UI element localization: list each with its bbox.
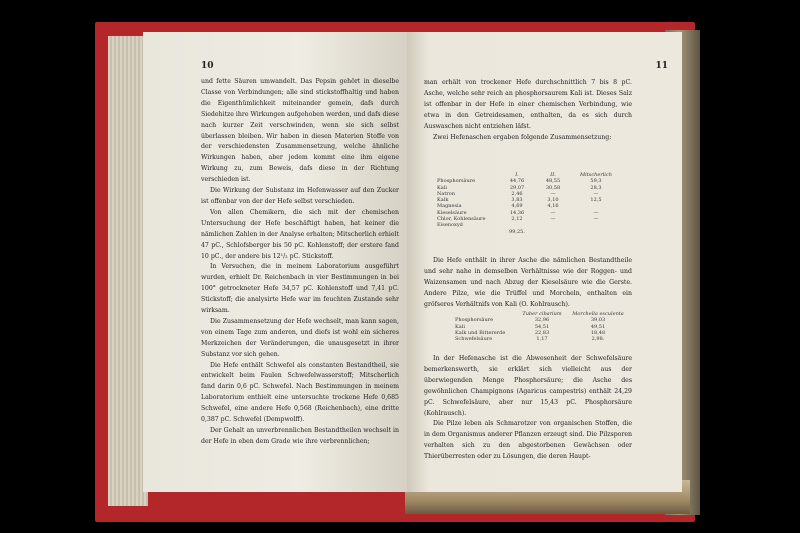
paragraph: man erhält von trockener Hefe durchschnittlich 7 bis 8 pC. Asche, welche sehr reich an phosphorsaurem Kali ist. Dieses Salz ist offenbar in der Hefe in einer chemischen Verbindung, wie etwa in den Getreidesamen, enthalten, da es sich durch Auswaschen nicht entziehen läfst. [424, 79, 632, 130]
page-number-right: 11 [655, 61, 668, 71]
table-cell: Kali [455, 323, 465, 330]
table-cell: Eisenoxyd [437, 222, 463, 229]
page-number-left: 10 [201, 61, 214, 71]
table-cell: 28,3 [590, 184, 602, 191]
left-page-text [201, 77, 399, 448]
table-cell: 4,16 [547, 203, 559, 210]
table-row [437, 229, 637, 235]
table-cell: 39,03 [590, 317, 606, 324]
table-cell: 59,3 [590, 178, 602, 185]
table-cell: Kali [437, 184, 447, 191]
table-cell: Kalk und Bittererde [455, 329, 506, 336]
table-cell: Chlor, Kohlensäure [437, 216, 486, 223]
table-cell: 12,5 [590, 197, 602, 204]
left-page [143, 32, 407, 492]
table-cell: 30,58 [545, 184, 561, 191]
table-cell: 4,69 [511, 203, 523, 210]
table-cell [571, 229, 621, 235]
table-cell: 32,96 [534, 317, 550, 324]
table-cell: 99,25. [509, 228, 525, 235]
table-row [455, 336, 635, 342]
paragraph: Der Gehalt an unverbrennlichen Bestandtheilen wechselt in der Hefe in eben dem Grade wie ihre verbrennlichen; [201, 427, 399, 445]
table-cell: — [550, 190, 556, 197]
paragraph: Zwei Hefenaschen ergaben folgende Zusammensetzung: [433, 133, 612, 141]
paragraph: Die Zusammensetzung der Hefe wechselt, man kann sagen, von einem Tage zum anderen, und diefs ist wohl ein sicheres Merkzeichen der Veränderungen, die unausgesetzt in ihrer Substanz vor sich gehen. [201, 317, 399, 358]
table-cell: Phosphorsäure [437, 178, 476, 185]
right-page [407, 32, 682, 492]
table-cell: 3,83 [511, 197, 523, 204]
paragraph: Die Hefe enthält Schwefel als constanten Bestandtheil, sie entwickelt beim Faulen Schwefelwasserstoff; Mitscherlich fand darin 0,6 pC. Schwefel. Nach Bestimmungen in meinem Laboratorium enthielt eine untersuchte trockene Hefe 0,685 Schwefel, eine andere Hefe 0,568 (Reichenbach), eine dritte 0,387 pC. Schwefel (Dempwolff). [201, 361, 399, 424]
table-cell: — [593, 216, 599, 223]
table-cell: Natron [437, 190, 455, 197]
table-cell: 49,51 [590, 323, 606, 330]
table-cell: 2,98. [591, 336, 605, 343]
table-cell [535, 229, 571, 235]
table-cell: 1,17 [536, 336, 548, 343]
page-stack-left [108, 36, 148, 506]
table-cell: 18,48 [590, 329, 606, 336]
table-cell: Kieselsäure [437, 209, 467, 216]
table-cell: 2,12 [511, 216, 523, 223]
table-cell: Morchella esculenta [572, 311, 624, 317]
table-cell: — [593, 209, 599, 216]
table-cell: II. [550, 172, 556, 178]
paragraph: Die Hefe enthält in ihrer Asche die nämlichen Bestandtheile und sehr nahe in demselben Verhältnisse wie der Roggen- und Waizensamen und nach Abzug der Kieselsäure wie die Gerste. Andere Pilze, wie die Trüffel und Morcheln, enthalten ein gröfseres Verhältnifs von Kali (O. Kohlrausch). [424, 257, 632, 308]
ash-composition-table [437, 172, 637, 235]
right-page-text-bottom [424, 354, 632, 463]
table-cell: 14,36 [509, 209, 525, 216]
table-cell: Kalk [437, 197, 449, 204]
paragraph: Die Wirkung der Substanz im Hefenwasser auf den Zucker ist offenbar von der der Hefe selbst verschieden. [201, 187, 399, 205]
table-cell: Schwefelsäure [455, 336, 493, 343]
table-cell: 22,83 [534, 329, 550, 336]
table-cell: 44,76 [509, 178, 525, 185]
paragraph: In der Hefenasche ist die Abwesenheit der Schwefelsäure bemerkenswerth, sie erklärt sich vielleicht aus der überwiegenden Menge Phosphorsäure; die Asche des gewöhnlichen Champignons (Agaricus campestris) enthält 24,29 pC. Schwefelsäure, aber nur 15,43 pC. Phosphorsäure (Kohlrausch). [424, 355, 632, 417]
right-page-text-top [424, 78, 632, 143]
table-cell: I. [515, 172, 519, 178]
table-cell: 29,07 [509, 184, 525, 191]
table-cell: — [550, 216, 556, 223]
table-cell: Phosphorsäure [455, 317, 494, 324]
table-cell: Magnesia [437, 203, 462, 210]
paragraph: In Versuchen, die in meinem Laboratorium ausgeführt wurden, erhielt Dr. Reichenbach in vier Bestimmungen in bei 100° getrockneter Hefe 34,57 pC. Kohlenstoff und 7,41 pC. Stickstoff; die analysirte Hefe war im feuchten Zustande sehr wirksam. [201, 263, 399, 315]
table-cell: — [550, 209, 556, 216]
table-cell [437, 229, 499, 235]
table-cell: Tuber cibarium [522, 311, 562, 317]
table-cell: 2,46 [511, 190, 523, 197]
table-cell: 54,51 [534, 323, 550, 330]
table-cell: Mitscherlich [580, 172, 612, 178]
table-cell: 48,55 [545, 178, 561, 185]
paragraph: Von allen Chemikern, die sich mit der chemischen Untersuchung der Hefe beschäftigt haben, hat keiner die nämlichen Zahlen in der Analyse erhalten; Mitscherlich erhielt 47 pC., Schlofsberger bis 50 pC. Kohlenstoff; der erstere fand 10 pC., der andere bis 12¹/₂ pC. Stickstoff. [201, 208, 399, 260]
table-cell: 3,10 [547, 197, 559, 204]
right-page-text-middle [424, 256, 632, 311]
fungi-ash-table [455, 311, 635, 342]
paragraph: und fette Säuren umwandelt. Das Pepsin gehört in dieselbe Classe von Verbindungen; alle sind stickstoffhaltig und haben die Eigenthümlichkeit miteinander gemein, dafs durch Siedehitze ihre Wirkungen aufgehoben werden, und dafs diese nach kurzer Zeit verschwinden, wenn sie sich selbst überlassen bleiben. Wir haben in diesen Materien Stoffe von der verschiedensten Zusammensetzung, welche ähnliche Wirkungen haben, aber jedem kommt eine ihm eigene Wirkung zu, zum Beweis, dafs diese in der Richtung verschieden ist. [201, 78, 399, 184]
table-cell: — [593, 190, 599, 197]
paragraph: Die Pilze leben als Schmarotzer von organischen Stoffen, die in dem Organismus anderer Pflanzen erzeugt sind. Die Pilzsporen verhalten sich zu den abgestorbenen Gewächsen oder Thierüberresten oder zu Lösungen, die deren Haupt- [424, 420, 632, 461]
